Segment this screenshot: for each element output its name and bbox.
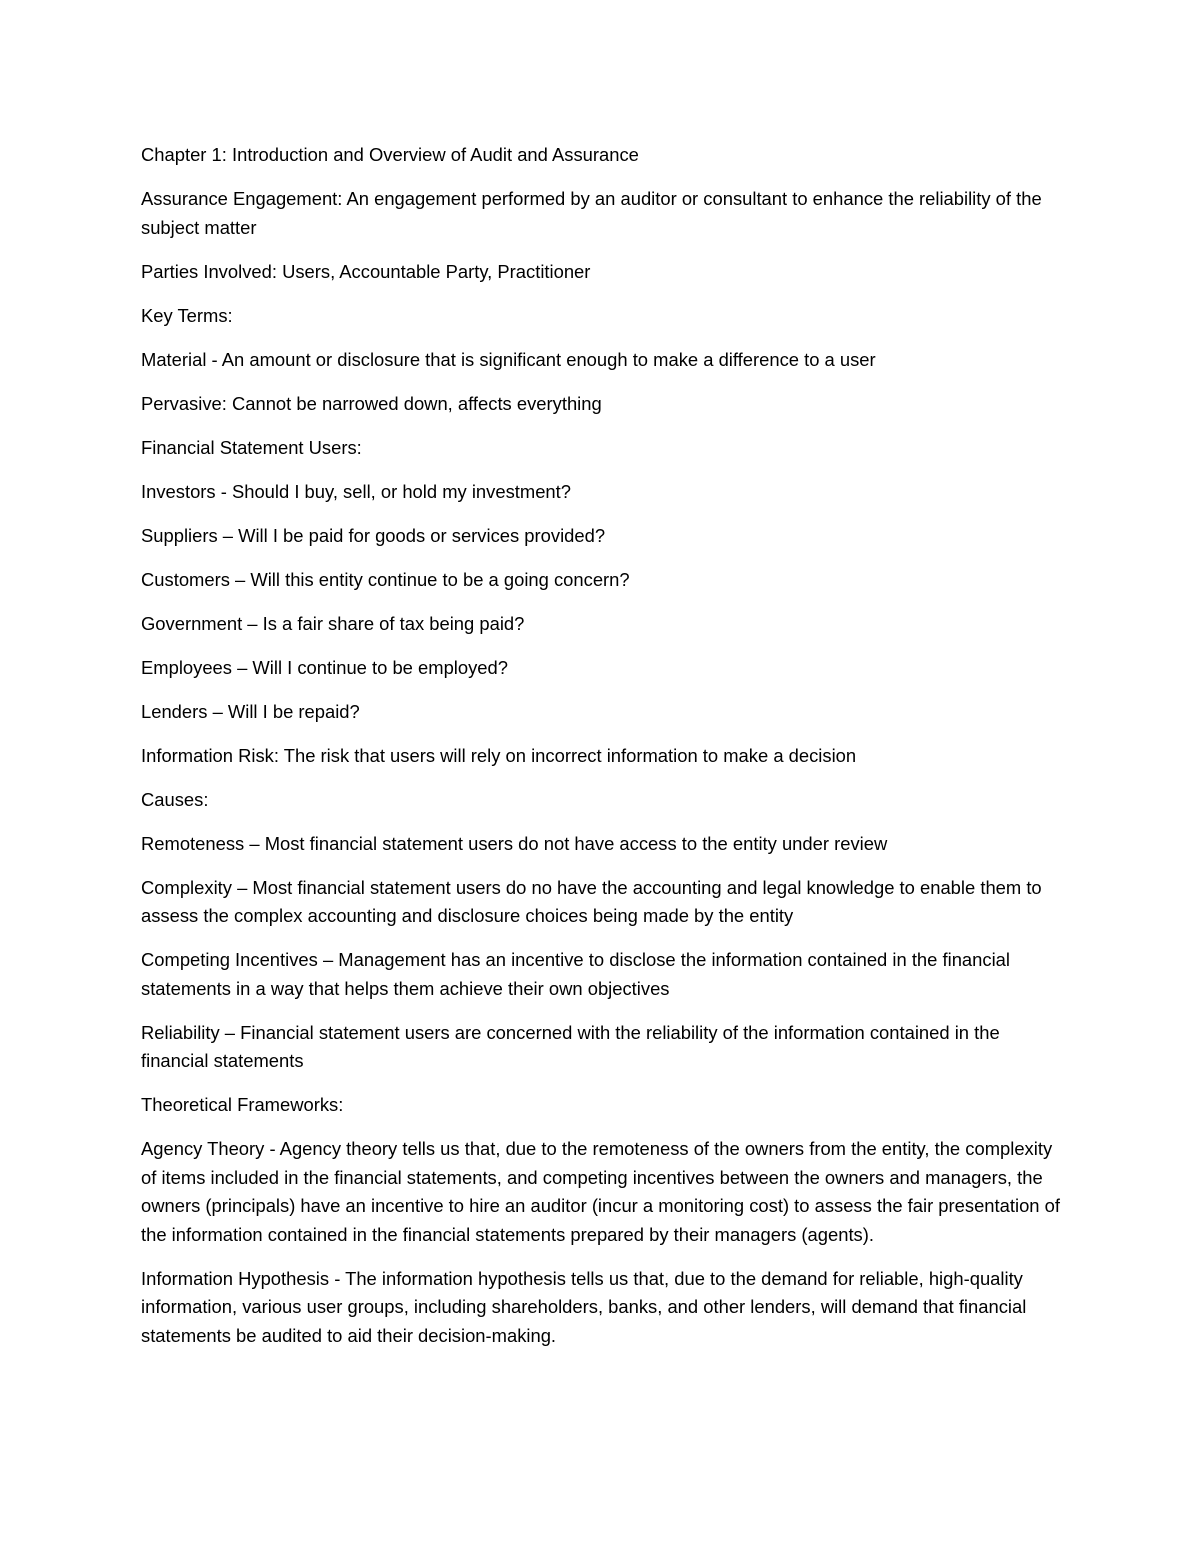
information-hypothesis: Information Hypothesis - The information hypothesis tells us that, due to the demand for reliable, high-quality information, various user groups, including shareholders, banks, and other lenders, will demand that financial statements be audited to aid their decision-making. [141, 1267, 1027, 1346]
parties-involved: Parties Involved: Users, Accountable Party, Practitioner [141, 260, 591, 282]
information-risk-definition: Information Risk: The risk that users will rely on incorrect information to make a decision [141, 744, 857, 766]
key-terms-heading: Key Terms: [141, 304, 233, 326]
document-body [141, 141, 1061, 1366]
user-investors: Investors - Should I buy, sell, or hold my investment? [141, 480, 571, 502]
user-lenders: Lenders – Will I be repaid? [141, 700, 360, 722]
agency-theory: Agency Theory - Agency theory tells us that, due to the remoteness of the owners from the entity, the complexity of items included in the financial statements, and competing incentives between the owners and managers, the owners (principals) have an incentive to hire an auditor (incur a monitoring cost) to assess the fair presentation of the information contained in the financial statements prepared by their managers (agents). [141, 1138, 1060, 1245]
pervasive-definition: Pervasive: Cannot be narrowed down, affects everything [141, 392, 602, 414]
user-customers: Customers – Will this entity continue to be a going concern? [141, 568, 630, 590]
assurance-engagement-definition: Assurance Engagement: An engagement performed by an auditor or consultant to enhance the reliability of the subject matter [141, 188, 1042, 238]
chapter-title: Chapter 1: Introduction and Overview of Audit and Assurance [141, 144, 639, 165]
cause-remoteness: Remoteness – Most financial statement users do not have access to the entity under review [141, 832, 888, 854]
cause-competing-incentives: Competing Incentives – Management has an incentive to disclose the information contained in the financial statements in a way that helps them achieve their own objectives [141, 949, 1010, 999]
causes-heading: Causes: [141, 788, 209, 810]
cause-reliability: Reliability – Financial statement users are concerned with the reliability of the information contained in the financial statements [141, 1021, 1000, 1071]
user-employees: Employees – Will I continue to be employed? [141, 656, 508, 678]
users-heading: Financial Statement Users: [141, 436, 362, 458]
material-definition: Material - An amount or disclosure that is significant enough to make a difference to a user [141, 348, 876, 370]
frameworks-heading: Theoretical Frameworks: [141, 1094, 344, 1115]
cause-complexity: Complexity – Most financial statement users do no have the accounting and legal knowledge to enable them to assess the complex accounting and disclosure choices being made by the entity [141, 876, 1042, 926]
user-government: Government – Is a fair share of tax being paid? [141, 612, 525, 634]
user-suppliers: Suppliers – Will I be paid for goods or services provided? [141, 524, 606, 546]
